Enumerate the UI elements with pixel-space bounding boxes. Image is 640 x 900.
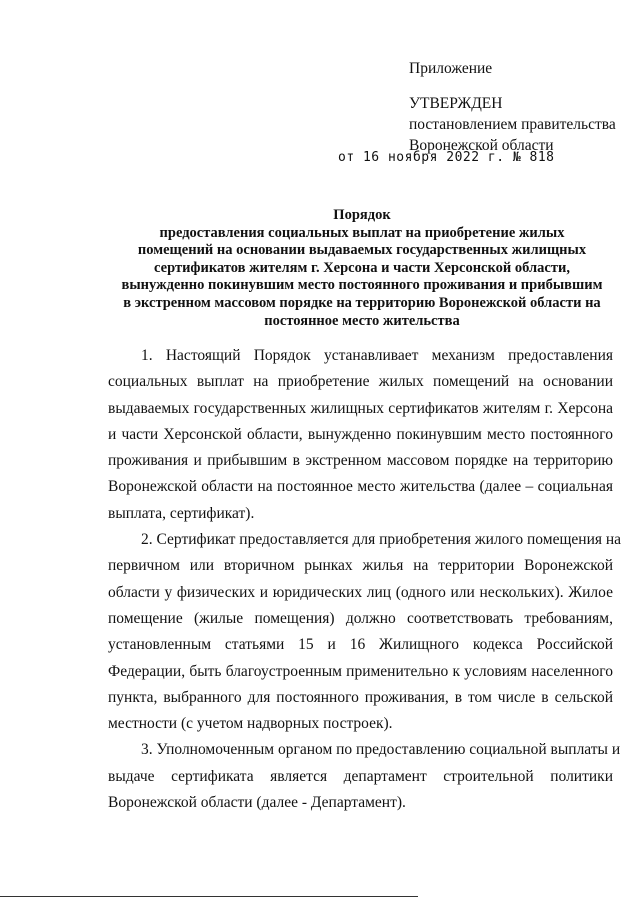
paragraph-1	[108, 343, 613, 527]
paragraph-line: Воронежской области (далее - Департамент).	[108, 794, 406, 812]
paragraph-line: выдаваемых государственных жилищных сертификатов жителям г. Херсона	[108, 399, 613, 417]
paragraph-line: проживания и прибывшим в экстренном массовом порядке на территорию	[108, 452, 613, 470]
title-line: помещений на основании выдаваемых государственных жилищных	[137, 242, 587, 259]
paragraph-line: Воронежской области на постоянное место жительства (далее – социальная	[108, 478, 613, 496]
paragraph-line: выдаче сертификата является департамент строительной политики	[108, 767, 613, 785]
paragraph-line: области у физических и юридических лиц (одного или нескольких). Жилое	[108, 583, 613, 601]
paragraph-line: и части Херсонской области, вынужденно покинувшим место постоянного	[108, 425, 613, 443]
paragraph-line: Федерации, быть благоустроенным применительно к условиям населенного	[108, 662, 613, 680]
title-line: предоставления социальных выплат на приобретение жилых	[159, 224, 565, 241]
document-body	[108, 343, 622, 816]
title-line: сертификатов жителям г. Херсона и части Херсонской области,	[154, 259, 570, 276]
paragraph-line: 3. Уполномоченным органом по предоставлению социальной выплаты и	[141, 741, 621, 759]
paragraph-line: социальных выплат на приобретение жилых помещений на основании	[108, 373, 613, 391]
region-label: Воронежской области	[409, 137, 554, 154]
paragraph-3	[108, 737, 621, 816]
decree-date-number: от 16 ноября 2022 г. № 818	[338, 150, 555, 165]
title-line: вынужденно покинувшим место постоянного проживания и прибывшим	[121, 277, 603, 294]
appendix-label: Приложение	[409, 60, 493, 77]
title-line: постоянное место жительства	[264, 312, 460, 329]
paragraph-line: 1. Настоящий Порядок устанавливает механизм предоставления	[141, 347, 613, 364]
footer-divider	[0, 896, 418, 897]
paragraph-line: выплата, сертификат).	[108, 504, 255, 522]
decree-label: постановлением правительства	[409, 116, 616, 133]
paragraph-line: первичном или вторичном рынках жилья на территории Воронежской	[108, 557, 613, 575]
title-line: в экстренном массовом порядке на территорию Воронежской области на	[123, 294, 601, 311]
paragraph-line: пункта, выбранного для постоянного проживания, в том числе в сельской	[108, 688, 613, 706]
approved-label: УТВЕРЖДЕН	[409, 95, 503, 112]
title-heading: Порядок	[333, 207, 391, 223]
approval-block	[409, 58, 634, 156]
paragraph-line: 2. Сертификат предоставляется для приобретения жилого помещения на	[141, 531, 622, 549]
paragraph-line: помещение (жилые помещения) должно соответствовать требованиям,	[108, 609, 613, 627]
paragraph-line: местности (с учетом надворных построек).	[108, 715, 393, 733]
paragraph-line: установленным статьями 15 и 16 Жилищного кодекса Российской	[108, 636, 613, 654]
document-title	[102, 207, 622, 330]
paragraph-2	[108, 527, 622, 737]
